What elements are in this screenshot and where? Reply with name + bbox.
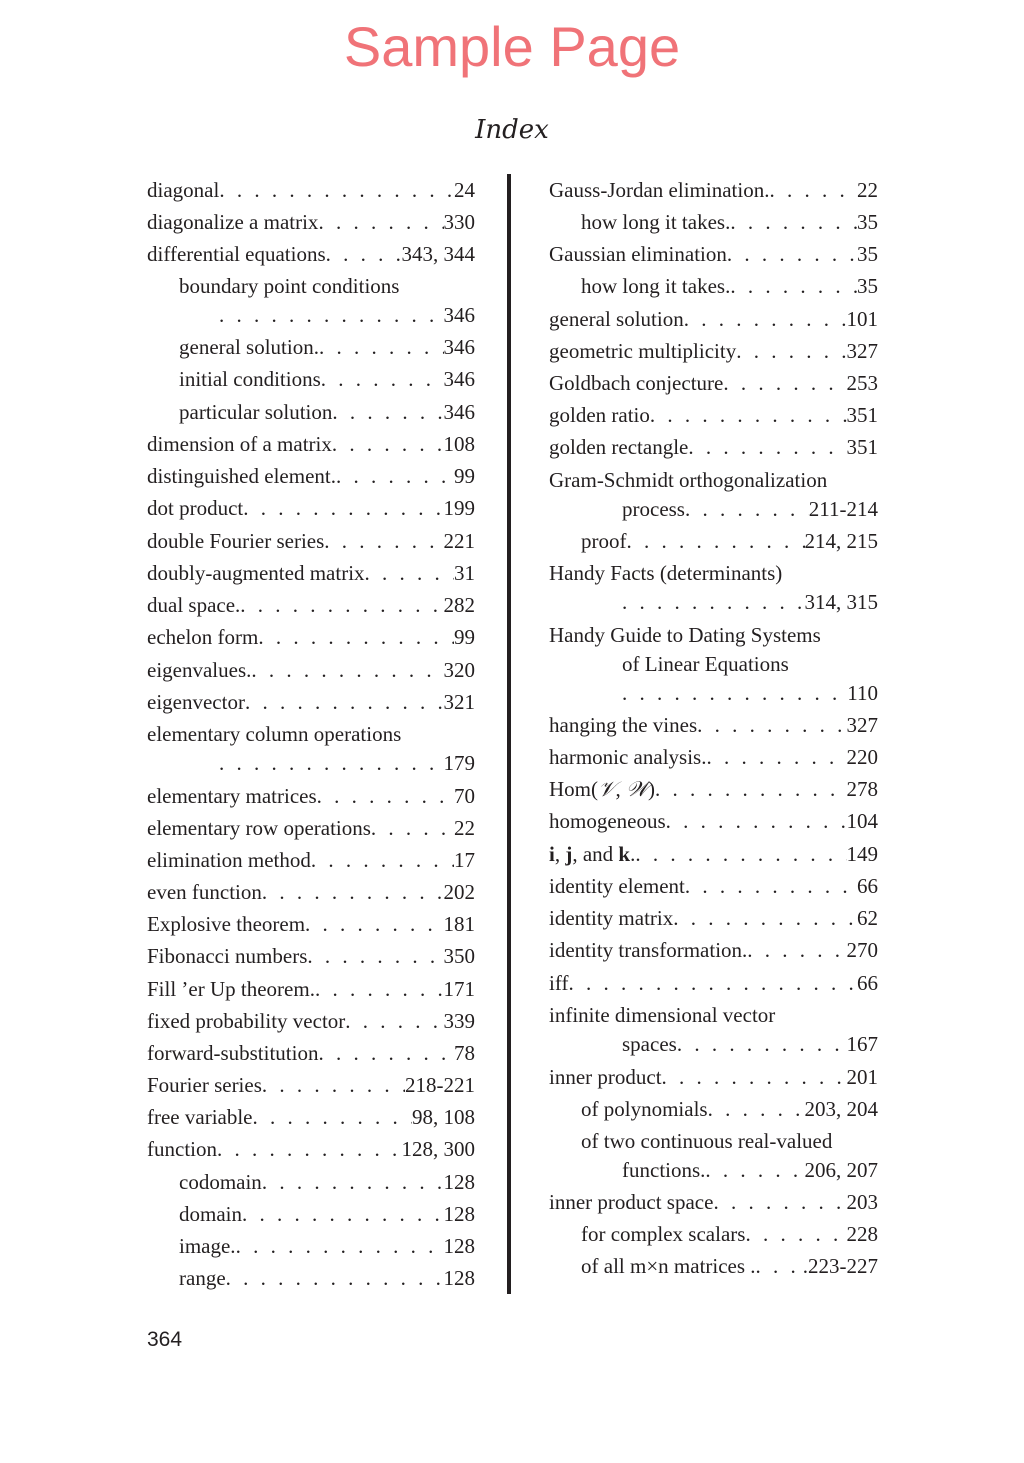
dot-leader [622, 587, 805, 617]
ijk-separator: , [554, 842, 566, 866]
entry-term: identity matrix [549, 906, 674, 930]
index-entry-continuation [219, 748, 475, 778]
index-entry [147, 941, 475, 971]
entry-pages: 128 [443, 1202, 475, 1226]
index-entry [549, 175, 878, 205]
entry-pages: 346 [443, 335, 475, 359]
entry-pages: 181 [443, 912, 475, 936]
entry-pages: 346 [443, 367, 475, 391]
entry-pages: 314, 315 [804, 590, 878, 614]
dot-leader [723, 368, 846, 398]
dot-leader [708, 1094, 805, 1124]
entry-pages: 171 [443, 977, 475, 1001]
entry-pages: 339 [443, 1009, 475, 1033]
entry-term: double Fourier series [147, 529, 325, 553]
entry-term: codomain [179, 1170, 262, 1194]
entry-pages: 149 [846, 842, 878, 866]
index-entry [147, 1006, 475, 1036]
dot-leader [318, 207, 443, 237]
index-entry [147, 909, 475, 939]
dot-leader [240, 590, 443, 620]
index-entry [549, 304, 878, 334]
entry-term: process [622, 497, 685, 521]
dot-leader [219, 748, 444, 778]
dot-leader [219, 175, 454, 205]
script-v: 𝒱 [598, 777, 616, 801]
index-entry [147, 1070, 475, 1100]
entry-pages: 128 [443, 1234, 475, 1258]
entry-pages: 278 [846, 777, 878, 801]
entry-term: geometric multiplicity [549, 339, 737, 363]
entry-pages: 22 [454, 816, 475, 840]
entry-pages: 351 [846, 403, 878, 427]
entry-term: particular solution [179, 400, 333, 424]
index-subentry-head: of two continuous real-valued [581, 1129, 833, 1153]
hom-prefix: Hom( [549, 777, 598, 801]
dot-leader [697, 710, 846, 740]
entry-term: how long it takes. [581, 274, 731, 298]
entry-pages: 320 [443, 658, 475, 682]
entry-pages: 202 [443, 880, 475, 904]
dot-leader [317, 781, 454, 811]
entry-pages: 35 [857, 274, 878, 298]
dot-leader [706, 742, 846, 772]
index-subentry [581, 526, 878, 556]
entry-term: functions. [622, 1158, 706, 1182]
entry-term: domain [179, 1202, 242, 1226]
entry-pages: 351 [846, 435, 878, 459]
index-subentry [581, 207, 878, 237]
entry-pages: 321 [443, 690, 475, 714]
entry-term: for complex scalars [581, 1222, 746, 1246]
dot-leader [666, 806, 847, 836]
entry-pages: 270 [846, 938, 878, 962]
entry-pages: 35 [857, 242, 878, 266]
index-entry [549, 935, 878, 965]
dot-leader [730, 271, 857, 301]
entry-pages: 203 [846, 1190, 878, 1214]
dot-leader [262, 1070, 405, 1100]
index-entry [549, 432, 878, 462]
index-entry [147, 207, 475, 237]
entry-term: dot product [147, 496, 244, 520]
entry-pages: 214, 215 [804, 529, 878, 553]
entry-term: eigenvalues. [147, 658, 252, 682]
entry-pages: 31 [454, 561, 475, 585]
index-entry [147, 175, 475, 205]
entry-pages: 346 [443, 400, 475, 424]
index-entry [147, 461, 475, 491]
entry-term: forward-substitution [147, 1041, 319, 1065]
entry-term: diagonalize a matrix [147, 210, 319, 234]
entry-term: Goldbach conjecture [549, 371, 724, 395]
entry-pages: 199 [443, 496, 475, 520]
index-entry-continuation [622, 678, 878, 708]
entry-term: how long it takes. [581, 210, 731, 234]
dot-leader [673, 903, 857, 933]
entry-pages: 220 [846, 745, 878, 769]
dot-leader [345, 1006, 443, 1036]
entry-pages: 128 [443, 1266, 475, 1290]
entry-term: iff [549, 971, 569, 995]
entry-pages: 167 [846, 1032, 878, 1056]
entry-term: doubly-augmented matrix [147, 561, 365, 585]
entry-pages: 98, 108 [412, 1105, 475, 1129]
bold-k: k [618, 842, 631, 866]
index-entry [147, 781, 475, 811]
entry-term: identity transformation. [549, 938, 748, 962]
entry-term: inner product [549, 1065, 662, 1089]
dot-leader [321, 364, 444, 394]
index-entry [549, 774, 878, 804]
entry-pages: 101 [846, 307, 878, 331]
index-entry [147, 558, 475, 588]
index-entry [147, 1134, 475, 1164]
dot-leader [258, 622, 454, 652]
entry-term: spaces [622, 1032, 677, 1056]
entry-pages: 327 [846, 713, 878, 737]
index-entry [549, 1187, 878, 1217]
index-subentry [581, 1219, 878, 1249]
index-entry [147, 526, 475, 556]
index-entry [147, 813, 475, 843]
hom-suffix: ) [648, 777, 656, 801]
dot-leader [311, 845, 454, 875]
entry-pages: 35 [857, 210, 878, 234]
dot-leader [635, 839, 846, 869]
entry-term: of all m×n matrices . [581, 1254, 756, 1278]
index-subentry [179, 1263, 475, 1293]
entry-pages: 104 [846, 809, 878, 833]
dot-leader [219, 300, 444, 330]
entry-pages: 128 [443, 1170, 475, 1194]
entry-term: Explosive theorem [147, 912, 306, 936]
entry-pages: 62 [857, 906, 878, 930]
entry-pages: 203, 204 [804, 1097, 878, 1121]
dot-leader [568, 968, 857, 998]
entry-pages: 201 [846, 1065, 878, 1089]
entry-term: distinguished element. [147, 464, 336, 488]
entry-term: diagonal [147, 178, 220, 202]
index-entry [147, 687, 475, 717]
entry-term: identity element [549, 874, 685, 898]
dot-leader [769, 175, 857, 205]
dot-leader [318, 1038, 454, 1068]
dot-leader [243, 493, 443, 523]
dot-leader [305, 909, 443, 939]
dot-leader [747, 935, 846, 965]
index-subentry [179, 1199, 475, 1229]
column-divider [507, 174, 511, 1294]
dot-leader [307, 941, 443, 971]
script-w: 𝒲 [626, 777, 649, 801]
index-entry-head: Gram-Schmidt orthogonalization [549, 468, 828, 492]
entry-pages: 99 [454, 464, 475, 488]
entry-pages: 211-214 [808, 497, 878, 521]
dot-leader [684, 304, 847, 334]
entry-pages: 17 [454, 848, 475, 872]
index-subentry: boundary point conditions [179, 274, 400, 298]
dot-leader [705, 1155, 804, 1185]
index-entry [147, 1038, 475, 1068]
index-entry-continuation [622, 587, 878, 617]
entry-pages: 253 [846, 371, 878, 395]
index-entry [549, 400, 878, 430]
index-entry-continuation [622, 1029, 878, 1059]
dot-leader [730, 207, 857, 237]
dot-leader [365, 558, 454, 588]
index-entry [549, 742, 878, 772]
index-entry [549, 968, 878, 998]
entry-pages: 22 [857, 178, 878, 202]
entry-pages: 221 [443, 529, 475, 553]
dot-leader [336, 461, 454, 491]
entry-term: Fill ’er Up theorem. [147, 977, 315, 1001]
dot-leader [251, 655, 443, 685]
index-entry [147, 1102, 475, 1132]
entry-term: differential equations [147, 242, 326, 266]
entry-pages: 66 [857, 971, 878, 995]
index-entry [147, 493, 475, 523]
dot-leader [662, 1062, 847, 1092]
index-entry-continuation [622, 494, 878, 524]
entry-term: fixed probability vector [147, 1009, 346, 1033]
entry-pages: 346 [443, 303, 475, 327]
index-entry-continuation [219, 300, 475, 330]
entry-pages: 282 [443, 593, 475, 617]
dot-leader [756, 1251, 803, 1281]
index-subentry [179, 1167, 475, 1197]
index-entry [549, 1062, 878, 1092]
dot-leader [622, 678, 847, 708]
dot-leader [688, 432, 846, 462]
dot-leader [713, 1187, 846, 1217]
entry-pages: 24 [454, 178, 475, 202]
entry-term: elementary row operations [147, 816, 371, 840]
entry-term: inner product space [549, 1190, 714, 1214]
dot-leader [727, 239, 857, 269]
ijk-separator: , and [572, 842, 619, 866]
dot-leader [315, 974, 444, 1004]
entry-term: function [147, 1137, 217, 1161]
dot-leader [262, 1167, 444, 1197]
dot-leader [685, 494, 809, 524]
entry-term: proof [581, 529, 627, 553]
index-entry-continuation [622, 1155, 878, 1185]
index-subentry [581, 1251, 878, 1281]
entry-term: hanging the vines [549, 713, 698, 737]
entry-term: homogeneous [549, 809, 666, 833]
entry-term: free variable [147, 1105, 253, 1129]
dot-leader [650, 400, 847, 430]
entry-term: elimination method [147, 848, 311, 872]
index-entry [147, 622, 475, 652]
index-entry [549, 871, 878, 901]
index-entry [147, 845, 475, 875]
entry-term: golden rectangle [549, 435, 689, 459]
dot-leader [324, 526, 443, 556]
entry-pages: 128, 300 [401, 1137, 475, 1161]
entry-pages: 327 [846, 339, 878, 363]
index-entry [147, 239, 475, 269]
index-subentry [179, 397, 475, 427]
entry-pages: 66 [857, 874, 878, 898]
entry-pages: 99 [454, 625, 475, 649]
entry-term: initial conditions [179, 367, 321, 391]
dot-leader [242, 1199, 444, 1229]
entry-pages: 70 [454, 784, 475, 808]
entry-term: range [179, 1266, 226, 1290]
entry-term [549, 839, 635, 869]
index-entry [549, 710, 878, 740]
index-entry [549, 839, 878, 869]
bold-j: j [565, 842, 573, 866]
index-entry [549, 368, 878, 398]
index-entry [549, 903, 878, 933]
index-entry-head: Handy Guide to Dating Systems [549, 623, 821, 647]
dot-leader [217, 1134, 402, 1164]
index-subentry [179, 364, 475, 394]
index-entry [147, 974, 475, 1004]
page-number: 364 [147, 1328, 183, 1351]
entry-term: dimension of a matrix [147, 432, 332, 456]
dot-leader [371, 813, 454, 843]
entry-term: even function [147, 880, 262, 904]
entry-term: general solution. [179, 335, 319, 359]
dot-leader [236, 1231, 444, 1261]
index-subentry [581, 271, 878, 301]
dot-leader [332, 429, 444, 459]
index-entry-head-continuation: of Linear Equations [622, 652, 789, 676]
entry-term: elementary matrices [147, 784, 317, 808]
dot-leader [326, 239, 402, 269]
index-entry [549, 806, 878, 836]
dot-leader [736, 336, 846, 366]
dot-leader [685, 871, 857, 901]
entry-term: image. [179, 1234, 236, 1258]
entry-pages: 110 [847, 681, 878, 705]
bold-i: i [549, 842, 555, 866]
entry-term: of polynomials [581, 1097, 708, 1121]
dot-leader [627, 526, 805, 556]
index-subentry [581, 1094, 878, 1124]
entry-pages: 228 [846, 1222, 878, 1246]
dot-leader [332, 397, 443, 427]
index-entry-head: infinite dimensional vector [549, 1003, 776, 1027]
entry-pages: 78 [454, 1041, 475, 1065]
entry-pages: .223-227 [802, 1254, 878, 1278]
index-entry-head: elementary column operations [147, 722, 402, 746]
dot-leader [745, 1219, 846, 1249]
dot-leader [253, 1102, 412, 1132]
index-entry [549, 336, 878, 366]
entry-pages: 330 [443, 210, 475, 234]
dot-leader [262, 877, 444, 907]
entry-term: eigenvector [147, 690, 245, 714]
entry-pages: 343, 344 [401, 242, 475, 266]
dot-leader [677, 1029, 847, 1059]
entry-pages: 218-221 [405, 1073, 475, 1097]
index-entry [147, 877, 475, 907]
entry-pages: 108 [443, 432, 475, 456]
entry-term: harmonic analysis. [549, 745, 707, 769]
hom-comma: , [615, 777, 626, 801]
index-entry [147, 655, 475, 685]
dot-leader [319, 332, 444, 362]
entry-term: Gauss-Jordan elimination. [549, 178, 770, 202]
entry-term: Fibonacci numbers [147, 944, 308, 968]
entry-term: dual space. [147, 593, 241, 617]
entry-pages: 350 [443, 944, 475, 968]
entry-term: golden ratio [549, 403, 650, 427]
dot-leader [226, 1263, 444, 1293]
dot-leader [245, 687, 444, 717]
ijk-period: . [630, 842, 636, 866]
index-subentry [179, 1231, 475, 1261]
index-heading: Index [475, 115, 549, 145]
entry-term: echelon form [147, 625, 259, 649]
entry-term: general solution [549, 307, 684, 331]
entry-term [549, 774, 655, 804]
index-entry [549, 239, 878, 269]
index-subentry [179, 332, 475, 362]
entry-term: Fourier series [147, 1073, 262, 1097]
index-entry-head: Handy Facts (determinants) [549, 561, 783, 585]
entry-pages: 206, 207 [804, 1158, 878, 1182]
entry-term: Gaussian elimination [549, 242, 727, 266]
index-entry [147, 429, 475, 459]
dot-leader [655, 774, 846, 804]
sample-page-banner: Sample Page [343, 15, 681, 78]
entry-pages: 179 [443, 751, 475, 775]
index-entry [147, 590, 475, 620]
